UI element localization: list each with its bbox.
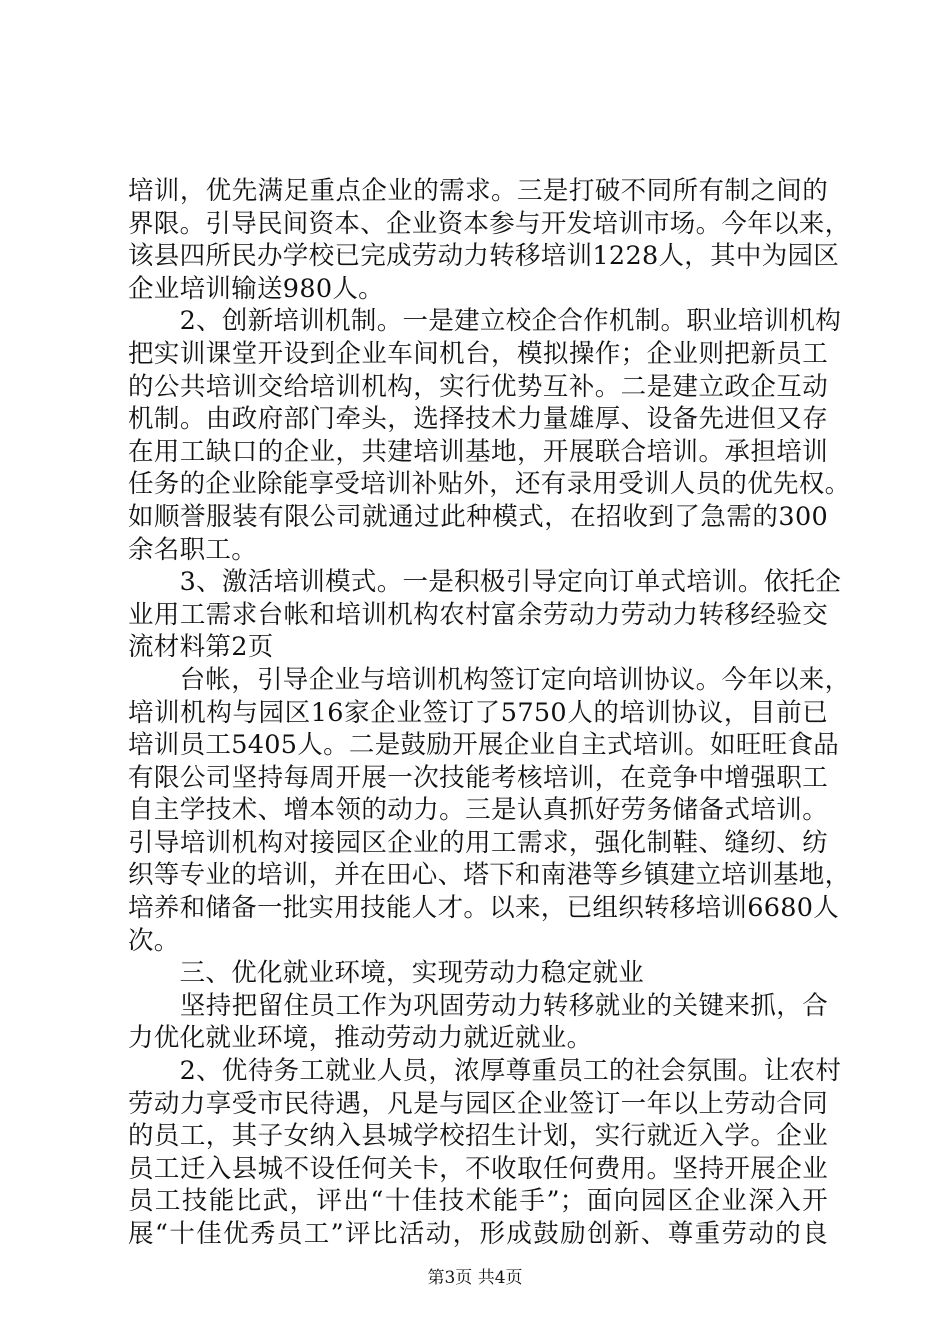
text-line: 把实训课堂开设到企业车间机台，模拟操作；企业则把新员工 [128,338,828,369]
text-line: 台帐，引导企业与培训机构签订定向培训协议。今年以来， [128,664,851,695]
text-line: 培训员工5405人。二是鼓励开展企业自主式培训。如旺旺食品 [128,730,840,761]
text-line: 余名职工。 [128,534,258,565]
text-line: 引导培训机构对接园区企业的用工需求，强化制鞋、缝纫、纺 [128,827,828,858]
text-line: 如顺誉服装有限公司就通过此种模式，在招收到了急需的300 [128,501,828,532]
text-line: 3、激活培训模式。一是积极引导定向订单式培训。依托企 [128,567,842,598]
text-line: 坚持把留住员工作为巩固劳动力转移就业的关键来抓，合 [128,990,828,1021]
text-line: 有限公司坚持每周开展一次技能考核培训，在竞争中增强职工 [128,762,828,793]
text-line: 培养和储备一批实用技能人才。以来，已组织转移培训6680人 [128,893,840,924]
text-line: 在用工缺口的企业，共建培训基地，开展联合培训。承担培训 [128,436,828,467]
text-line: 织等专业的培训，并在田心、塔下和南港等乡镇建立培训基地， [128,860,851,891]
text-line: 该县四所民办学校已完成劳动力转移培训1228人，其中为园区 [128,241,840,272]
text-line: 员工迁入县城不设任何关卡，不收取任何费用。坚持开展企业 [128,1153,828,1184]
text-line: 的公共培训交给培训机构，实行优势互补。二是建立政企互动 [128,371,828,402]
text-line: 自主学技术、增本领的动力。三是认真抓好劳务储备式培训。 [128,795,828,826]
text-line: 任务的企业除能享受培训补贴外，还有录用受训人员的优先权。 [128,469,851,500]
text-line: 员工技能比武，评出“十佳技术能手”；面向园区企业深入开 [128,1186,828,1217]
text-line: 的员工，其子女纳入县城学校招生计划，实行就近入学。企业 [128,1121,828,1152]
text-line: 2、优待务工就业人员，浓厚尊重员工的社会氛围。让农村 [128,1056,842,1087]
page-footer: 第3页 共4页 [427,1268,523,1288]
text-line: 次。 [128,925,180,956]
text-line: 劳动力享受市民待遇，凡是与园区企业签订一年以上劳动合同 [128,1088,828,1119]
text-line: 2、创新培训机制。一是建立校企合作机制。职业培训机构 [128,306,842,337]
text-line: 培训机构与园区16家企业签订了5750人的培训协议，目前已 [128,697,828,728]
text-line: 机制。由政府部门牵头，选择技术力量雄厚、设备先进但又存 [128,404,828,435]
text-line: 企业培训输送980人。 [128,273,384,304]
document-body [128,175,851,1251]
text-line: 展“十佳优秀员工”评比活动，形成鼓励创新、尊重劳动的良 [128,1219,828,1249]
text-line: 业用工需求台帐和培训机构农村富余劳动力劳动力转移经验交 [128,599,828,630]
text-line: 界限。引导民间资本、企业资本参与开发培训市场。今年以来， [128,208,851,239]
text-line: 力优化就业环境，推动劳动力就近就业。 [128,1023,593,1054]
text-line: 流材料第2页 [128,632,274,663]
text-line: 培训，优先满足重点企业的需求。三是打破不同所有制之间的 [128,176,828,206]
section-heading: 三、优化就业环境，实现劳动力稳定就业 [128,958,645,989]
